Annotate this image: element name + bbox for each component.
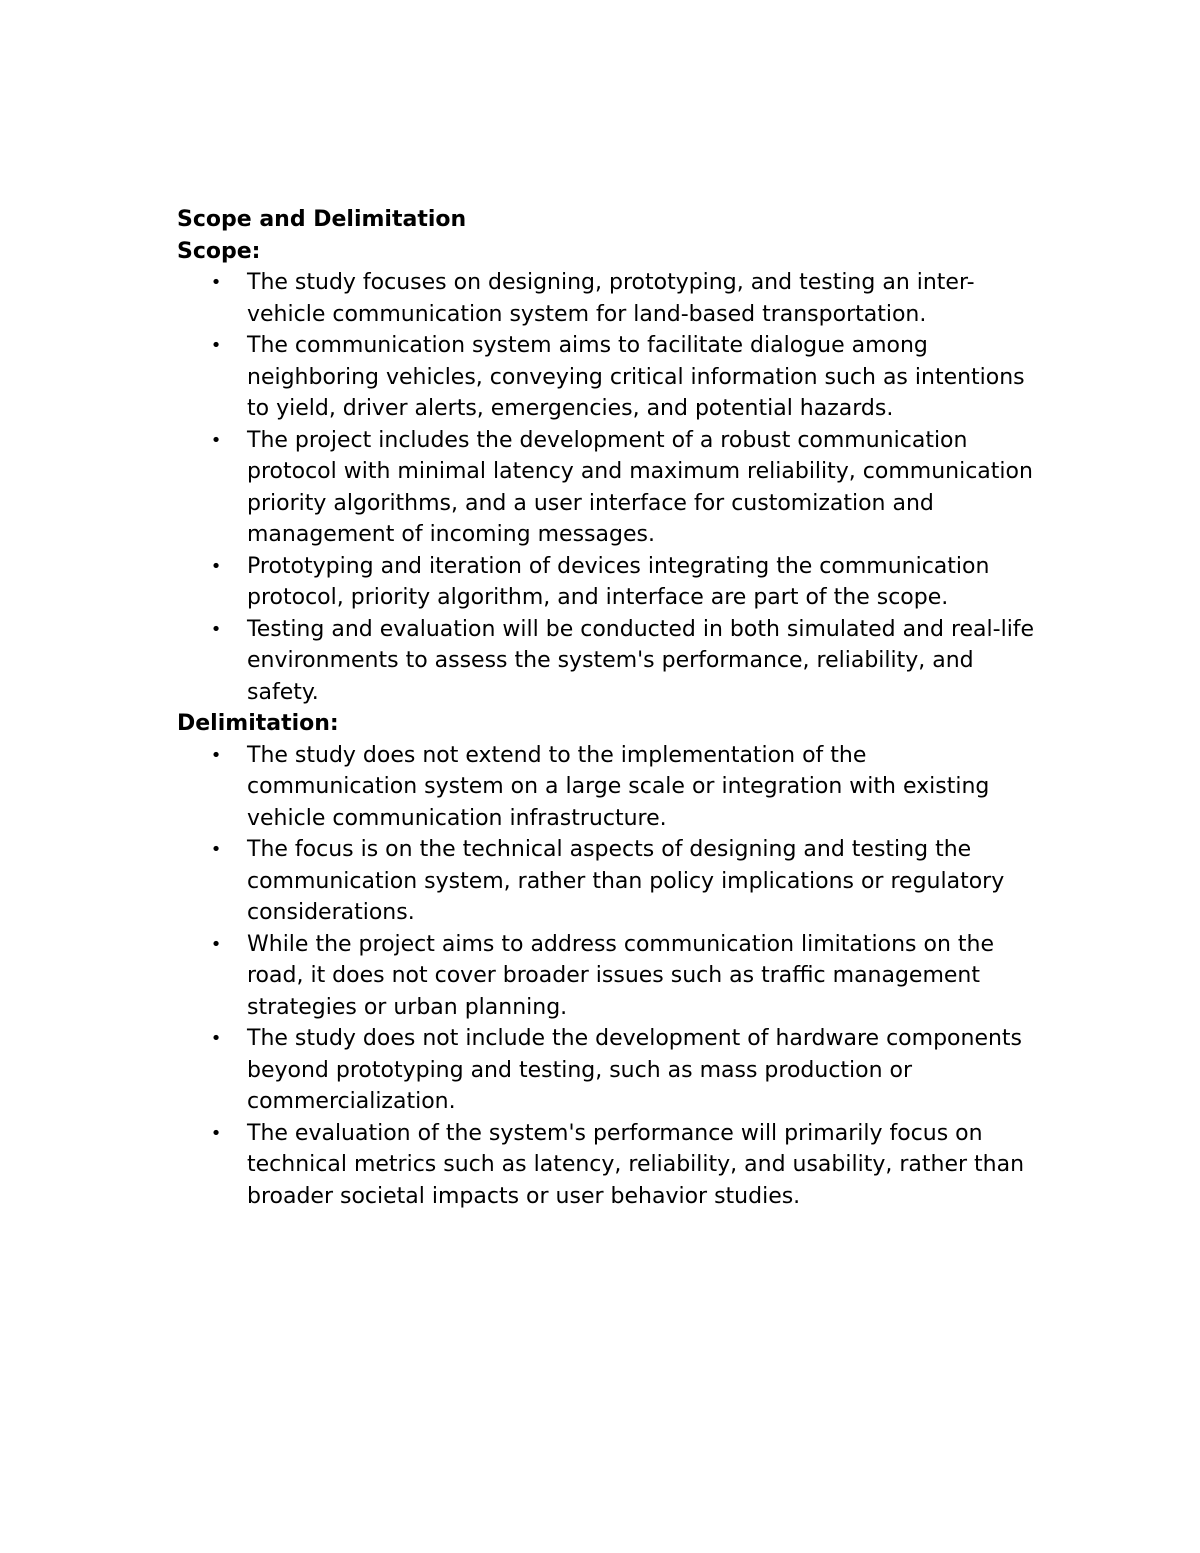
document-title: Scope and Delimitation xyxy=(177,207,467,232)
list-item-text: Testing and evaluation will be conducted in both simulated and real-life environments to assess the system's performance, reliability, and safety. xyxy=(247,616,1035,705)
delimitation-list xyxy=(177,740,1037,1213)
list-item xyxy=(177,551,1037,614)
bullet-icon xyxy=(209,330,223,362)
bullet-icon xyxy=(209,551,223,583)
list-item xyxy=(177,1023,1037,1118)
bullet-icon xyxy=(209,740,223,772)
list-item-text: The communication system aims to facilitate dialogue among neighboring vehicles, conveying critical information such as intentions to yield, driver alerts, emergencies, and potential hazards. xyxy=(247,333,1025,421)
bullet-icon xyxy=(209,614,223,646)
list-item-text: The evaluation of the system's performance will primarily focus on technical metrics such as latency, reliability, and usability, rather than broader societal impacts or user behavior studies. xyxy=(247,1120,1025,1209)
list-item-text: The study focuses on designing, prototyping, and testing an inter-vehicle communication system for land-based transportation. xyxy=(247,270,975,327)
list-item-text: While the project aims to address communication limitations on the road, it does not cover broader issues such as traffic management strategies or urban planning. xyxy=(247,931,994,1020)
document-content xyxy=(177,204,1037,1212)
list-item-text: The project includes the development of a robust communication protocol with minimal latency and maximum reliability, communication priority algorithms, and a user interface for customization and management of incoming messages. xyxy=(247,427,1033,547)
bullet-icon xyxy=(209,267,223,299)
scope-list xyxy=(177,267,1037,708)
list-item-text: Prototyping and iteration of devices integrating the communication protocol, priority algorithm, and interface are part of the scope. xyxy=(247,553,990,610)
section-heading-delimitation: Delimitation: xyxy=(177,711,339,736)
list-item xyxy=(177,614,1037,709)
bullet-icon xyxy=(209,929,223,961)
list-item xyxy=(177,1118,1037,1213)
section-heading-scope: Scope: xyxy=(177,238,261,264)
bullet-icon xyxy=(209,834,223,866)
bullet-icon xyxy=(209,1118,223,1150)
bullet-icon xyxy=(209,1023,223,1055)
list-item xyxy=(177,834,1037,929)
list-item xyxy=(177,425,1037,551)
list-item-text: The study does not extend to the implementation of the communication system on a large scale or integration with existing vehicle communication infrastructure. xyxy=(247,742,990,831)
bullet-icon xyxy=(209,425,223,457)
list-item xyxy=(177,267,1037,330)
list-item xyxy=(177,929,1037,1024)
list-item-text: The focus is on the technical aspects of designing and testing the communication system, rather than policy implications or regulatory considerations. xyxy=(247,837,1005,925)
list-item xyxy=(177,330,1037,425)
list-item xyxy=(177,740,1037,835)
list-item-text: The study does not include the development of hardware components beyond prototyping and testing, such as mass production or commercialization. xyxy=(247,1026,1023,1114)
